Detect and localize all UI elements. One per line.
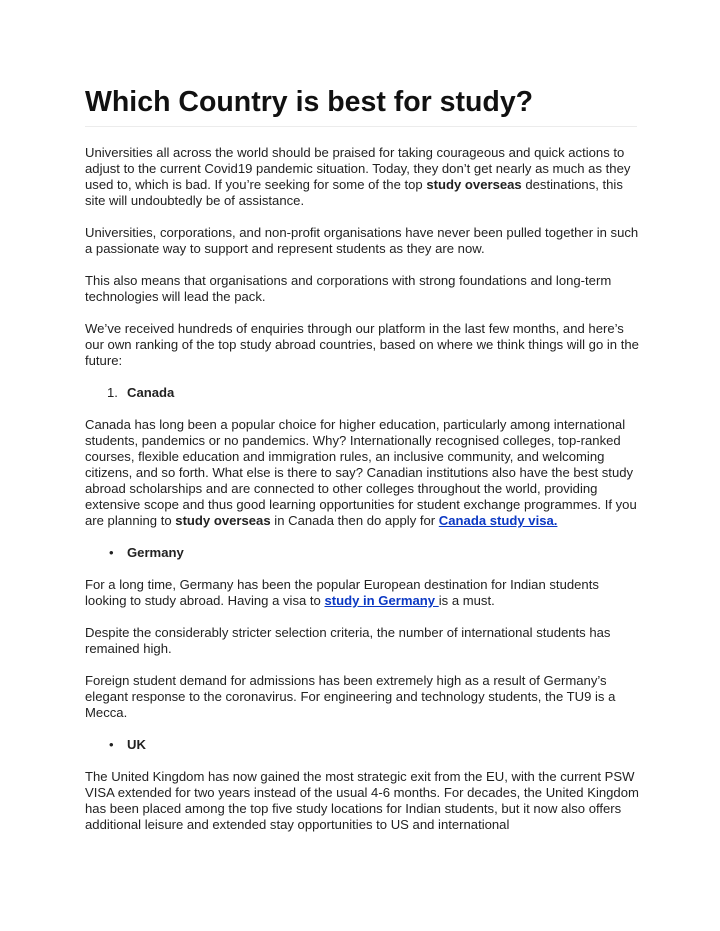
intro-text: Universities all across the world should be praised for taking courageous and quick actions to adjust to the current Covid19 pandemic situation. Today, they don’t get nearly as much as they used to, which is bad. If you’re seeking for some of the top bbox=[85, 145, 631, 192]
study-in-germany-link[interactable]: study in Germany bbox=[324, 593, 439, 608]
germany-paragraph-2: Despite the considerably stricter selection criteria, the number of international students has remained high. bbox=[85, 625, 611, 656]
intro-paragraph-3: This also means that organisations and corporations with strong foundations and long-term technologies will lead the pack. bbox=[85, 273, 612, 304]
intro-paragraph-4: We’ve received hundreds of enquiries through our platform in the last few months, and here’s our own ranking of the top study abroad countries, based on where we think things will go in the future: bbox=[85, 321, 639, 368]
list-item-germany bbox=[85, 545, 640, 561]
canada-text-mid: in Canada then do apply for bbox=[270, 513, 439, 528]
list-item-canada bbox=[85, 385, 640, 401]
intro-text-end: destinations, this site will undoubtedly be of assistance. bbox=[85, 177, 623, 208]
germany-text: For a long time, Germany has been the popular European destination for Indian students looking to study abroad. Having a visa to bbox=[85, 577, 599, 608]
title-divider bbox=[85, 126, 637, 127]
uk-paragraph: The United Kingdom has now gained the most strategic exit from the EU, with the current PSW VISA extended for two years instead of the usual 4-6 months. For decades, the United Kingdom has been placed among the top five study locations for Indian students, but it now also offers additional leisure and extended stay opportunities to US and international bbox=[85, 769, 639, 832]
list-item-uk bbox=[85, 737, 640, 753]
keyword-study-overseas: study overseas bbox=[175, 513, 271, 528]
section-heading-canada: Canada bbox=[127, 385, 175, 400]
canada-paragraph bbox=[85, 417, 640, 529]
germany-paragraph-3: Foreign student demand for admissions has been extremely high as a result of Germany’s elegant response to the coronavirus. For engineering and technology students, the TU9 is a Mecca. bbox=[85, 673, 616, 720]
bullet-icon: • bbox=[109, 737, 114, 752]
canada-text: Canada has long been a popular choice for higher education, particularly among international students, pandemics or no pandemics. Why? Internationally recognised colleges, top-ranked courses, flexible education and immigration rules, an inclusive community, and welcoming citizens, and so forth. What else is there to say? Canadian institutions also have the best study abroad scholarships and are connected to other colleges throughout the world, providing extensive scope and thus good learning opportunities for student exchange programmes. If you are planning to bbox=[85, 417, 637, 528]
page-title: Which Country is best for study? bbox=[85, 86, 534, 118]
section-heading-germany: Germany bbox=[127, 545, 184, 560]
keyword-study-overseas: study overseas bbox=[426, 177, 522, 192]
article-body bbox=[85, 145, 640, 849]
intro-paragraph-1 bbox=[85, 145, 640, 209]
list-number: 1. bbox=[107, 385, 118, 400]
germany-text-end: is a must. bbox=[438, 593, 495, 608]
canada-study-visa-link[interactable]: Canada study visa. bbox=[438, 513, 558, 528]
intro-paragraph-2: Universities, corporations, and non-profit organisations have never been pulled together in such a passionate way to support and represent students as they are now. bbox=[85, 225, 639, 256]
germany-paragraph-1 bbox=[85, 577, 640, 609]
bullet-icon: • bbox=[109, 545, 114, 560]
section-heading-uk: UK bbox=[127, 737, 146, 752]
